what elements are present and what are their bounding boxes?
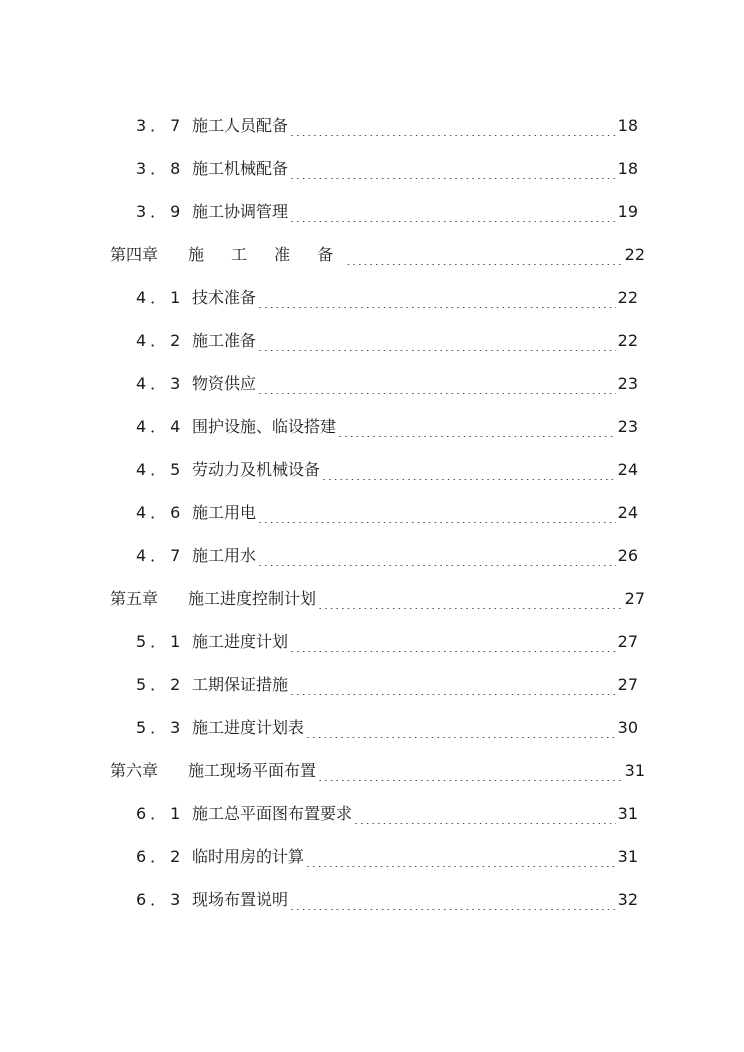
toc-page-number: 31 (617, 803, 638, 823)
toc-section-title: 施工进度计划表 (192, 717, 305, 737)
toc-section-number: 5．3 (136, 717, 185, 737)
toc-page-number: 22 (624, 244, 645, 264)
toc-page-number: 27 (617, 631, 638, 651)
toc-dot-leader (290, 165, 616, 179)
toc-dot-leader (290, 638, 616, 652)
toc-entry[interactable] (0, 276, 638, 319)
toc-dot-leader (290, 122, 616, 136)
toc-page-number: 27 (624, 588, 645, 608)
toc-dot-leader (354, 810, 616, 824)
toc-section-number: 6．2 (136, 846, 185, 866)
toc-entry[interactable] (0, 448, 638, 491)
toc-section-number: 4．2 (136, 330, 185, 350)
toc-page-number: 32 (617, 889, 638, 909)
toc-page-number: 22 (617, 287, 638, 307)
toc-dot-leader (258, 294, 616, 308)
toc-entry[interactable] (0, 491, 638, 534)
toc-section-number: 4．4 (136, 416, 185, 436)
toc-section-number: 5．2 (136, 674, 185, 694)
toc-section-number: 4．3 (136, 373, 185, 393)
toc-entry[interactable] (0, 405, 638, 448)
toc-chapter-number: 第四章 (110, 244, 159, 264)
toc-page-number: 26 (617, 545, 638, 565)
toc-chapter-title: 施工现场平面布置 (188, 760, 317, 780)
toc-chapter-title: 施工进度控制计划 (188, 588, 317, 608)
toc-section-number: 6．1 (136, 803, 185, 823)
toc-page-number: 23 (617, 373, 638, 393)
toc-section-title: 现场布置说明 (192, 889, 289, 909)
toc-entry[interactable] (0, 878, 638, 921)
toc-dot-leader (258, 509, 616, 523)
toc-dot-leader (258, 380, 616, 394)
toc-chapter-entry[interactable] (0, 233, 645, 276)
toc-section-title: 施工人员配备 (192, 115, 289, 135)
toc-section-number: 5．1 (136, 631, 185, 651)
toc-section-title: 施工进度计划 (192, 631, 289, 651)
toc-section-title: 技术准备 (192, 287, 257, 307)
toc-section-title: 施工机械配备 (192, 158, 289, 178)
toc-section-number: 3．7 (136, 115, 185, 135)
toc-page-number: 24 (617, 502, 638, 522)
toc-page-number: 22 (617, 330, 638, 350)
table-of-contents (0, 104, 744, 921)
toc-dot-leader (318, 595, 623, 609)
toc-page-number: 30 (617, 717, 638, 737)
toc-dot-leader (290, 208, 616, 222)
toc-entry[interactable] (0, 319, 638, 362)
toc-section-number: 4．6 (136, 502, 185, 522)
toc-dot-leader (290, 896, 616, 910)
toc-chapter-entry[interactable] (0, 749, 645, 792)
toc-chapter-entry[interactable] (0, 577, 645, 620)
toc-entry[interactable] (0, 190, 638, 233)
toc-section-title: 施工总平面图布置要求 (192, 803, 353, 823)
toc-section-number: 4．1 (136, 287, 185, 307)
toc-dot-leader (258, 337, 616, 351)
toc-entry[interactable] (0, 706, 638, 749)
toc-page-number: 27 (617, 674, 638, 694)
toc-section-title: 劳动力及机械设备 (192, 459, 321, 479)
toc-section-number: 4．5 (136, 459, 185, 479)
toc-dot-leader (306, 724, 616, 738)
toc-page-number: 31 (624, 760, 645, 780)
toc-entry[interactable] (0, 663, 638, 706)
toc-dot-leader (258, 552, 616, 566)
toc-section-title: 临时用房的计算 (192, 846, 305, 866)
toc-chapter-number: 第五章 (110, 588, 159, 608)
toc-entry[interactable] (0, 534, 638, 577)
toc-page-number: 18 (617, 115, 638, 135)
toc-dot-leader (318, 767, 623, 781)
toc-dot-leader (306, 853, 616, 867)
toc-section-number: 3．8 (136, 158, 185, 178)
toc-section-title: 工期保证措施 (192, 674, 289, 694)
toc-chapter-number: 第六章 (110, 760, 159, 780)
toc-page-number: 24 (617, 459, 638, 479)
toc-section-number: 4．7 (136, 545, 185, 565)
toc-dot-leader (290, 681, 616, 695)
toc-dot-leader (338, 423, 616, 437)
toc-chapter-title: 施 工 准 备 (188, 244, 345, 264)
toc-page-number: 23 (617, 416, 638, 436)
toc-section-title: 施工用电 (192, 502, 257, 522)
toc-section-title: 施工协调管理 (192, 201, 289, 221)
toc-section-title: 围护设施、临设搭建 (192, 416, 337, 436)
toc-page-number: 31 (617, 846, 638, 866)
toc-entry[interactable] (0, 792, 638, 835)
toc-dot-leader (346, 251, 622, 265)
toc-section-number: 6．3 (136, 889, 185, 909)
toc-page-number: 19 (617, 201, 638, 221)
toc-entry[interactable] (0, 104, 638, 147)
toc-page-number: 18 (617, 158, 638, 178)
toc-entry[interactable] (0, 147, 638, 190)
toc-dot-leader (322, 466, 616, 480)
toc-entry[interactable] (0, 835, 638, 878)
toc-entry[interactable] (0, 620, 638, 663)
toc-section-title: 施工用水 (192, 545, 257, 565)
toc-section-number: 3．9 (136, 201, 185, 221)
toc-entry[interactable] (0, 362, 638, 405)
toc-section-title: 物资供应 (192, 373, 257, 393)
toc-section-title: 施工准备 (192, 330, 257, 350)
